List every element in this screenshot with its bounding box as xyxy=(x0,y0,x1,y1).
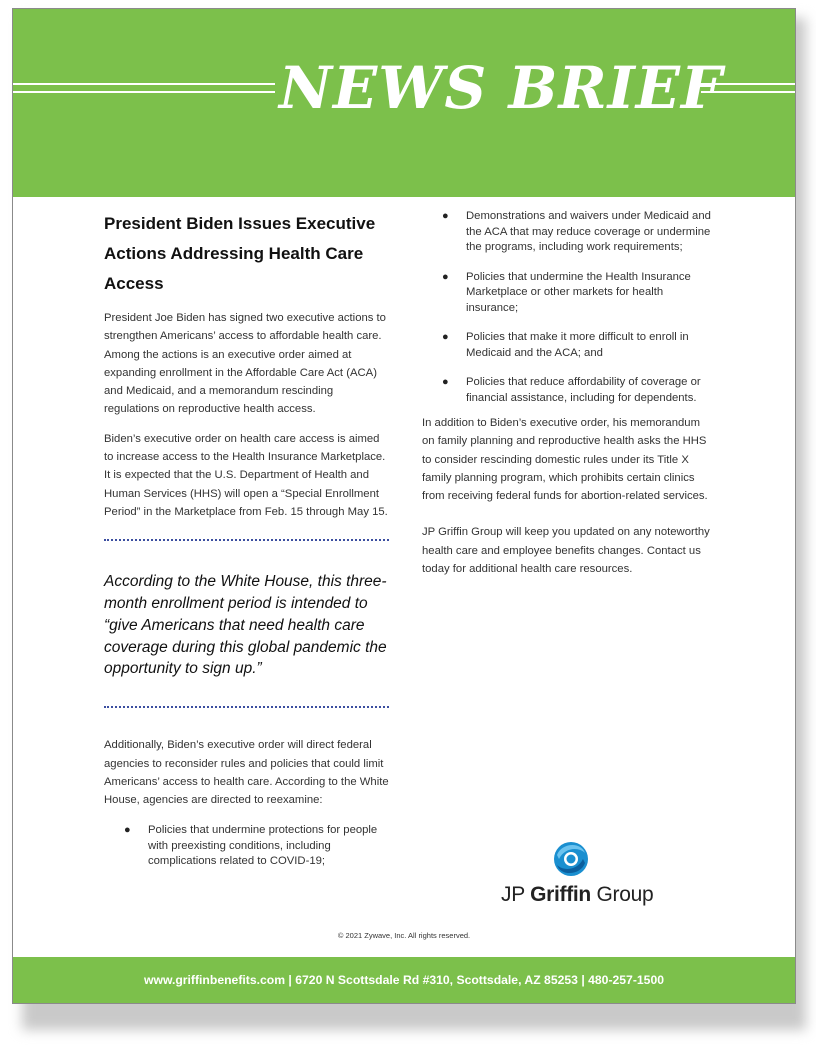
list-item xyxy=(422,270,712,317)
header-title: NEWS BRIEF xyxy=(279,54,724,122)
copyright-text: © 2021 Zywave, Inc. All rights reserved. xyxy=(337,931,471,940)
article-paragraph: Additionally, Biden’s executive order will direct federal agencies to reconsider rules and policies that could limit Americans’ access to health care. According to the White House, agencies are directed to reexamine: xyxy=(104,739,389,807)
company-logo xyxy=(501,839,654,909)
list-item-text: Policies that reduce affordability of coverage or financial assistance, including for dependents. xyxy=(466,376,701,404)
quote-divider-top xyxy=(104,539,389,541)
list-item xyxy=(104,823,389,870)
list-item-text: Policies that undermine the Health Insurance Marketplace or other markets for health insurance; xyxy=(466,270,691,314)
logo-bold: Griffin xyxy=(530,883,591,906)
article-paragraph: JP Griffin Group will keep you updated on any noteworthy health care and employee benefits changes. Contact us today for additional health care resources. xyxy=(422,526,710,576)
list-item xyxy=(422,209,712,256)
bullet-icon: ● xyxy=(442,210,449,222)
bullet-list xyxy=(422,209,712,406)
footer-bar xyxy=(13,957,795,1003)
quote-divider-bottom xyxy=(104,706,389,708)
document-page xyxy=(12,8,796,1004)
article-paragraph: In addition to Biden’s executive order, his memorandum on family planning and reproductive health asks the HHS to consider rescinding domestic rules under its Title X family planning program, which prohibits certain clinics from receiving federal funds for abortion-related services. xyxy=(422,417,708,503)
pull-quote: According to the White House, this three-month enrollment period is intended to “give Americans that need health care coverage during this global pandemic the opportunity to sign up.” xyxy=(104,573,387,678)
right-column xyxy=(422,209,712,589)
header-rule-left xyxy=(13,91,275,93)
bullet-list xyxy=(104,823,389,870)
list-item-text: Demonstrations and waivers under Medicaid and the ACA that may reduce coverage or undermine the programs, including work requirements; xyxy=(466,210,711,253)
bullet-icon: ● xyxy=(442,270,449,283)
footer-contact: www.griffinbenefits.com | 6720 N Scottsdale Rd #310, Scottsdale, AZ 85253 | 480-257-1500 xyxy=(143,973,665,987)
list-item xyxy=(422,375,712,406)
header-rule-right xyxy=(701,83,796,85)
article-headline: President Biden Issues Executive Actions Addressing Health Care Access xyxy=(104,214,376,293)
bullet-icon: ● xyxy=(442,376,449,388)
logo-suffix: Group xyxy=(590,883,654,906)
header-banner xyxy=(13,9,795,197)
article-paragraph: Biden’s executive order on health care access is aimed to increase access to the Health Insurance Marketplace. It is expected that the U.S. Department of Health and Human Services (HHS) will open a “Special Enrollment Period” in the Marketplace from Feb. 15 through May 15. xyxy=(104,432,388,518)
logo-prefix: JP xyxy=(501,883,531,906)
header-rule-right xyxy=(701,91,796,93)
list-item-text: Policies that make it more difficult to enroll in Medicaid and the ACA; and xyxy=(466,331,689,359)
swirl-logo-icon xyxy=(551,839,591,879)
left-column xyxy=(104,209,389,880)
logo-wordmark xyxy=(501,883,653,907)
article-paragraph: President Joe Biden has signed two executive actions to strengthen Americans’ access to affordable health care. Among the actions is an executive order aimed at expanding enrollment in the Affordable Care Act (ACA) and Medicaid, and a memorandum rescinding regulations on reproductive health access. xyxy=(104,312,386,416)
list-item-text: Policies that undermine protections for people with preexisting conditions, including complications related to COVID-19; xyxy=(148,824,378,868)
bullet-icon: ● xyxy=(442,331,449,343)
list-item xyxy=(422,330,712,361)
bullet-icon: ● xyxy=(124,824,131,837)
header-rule-left xyxy=(13,83,275,85)
